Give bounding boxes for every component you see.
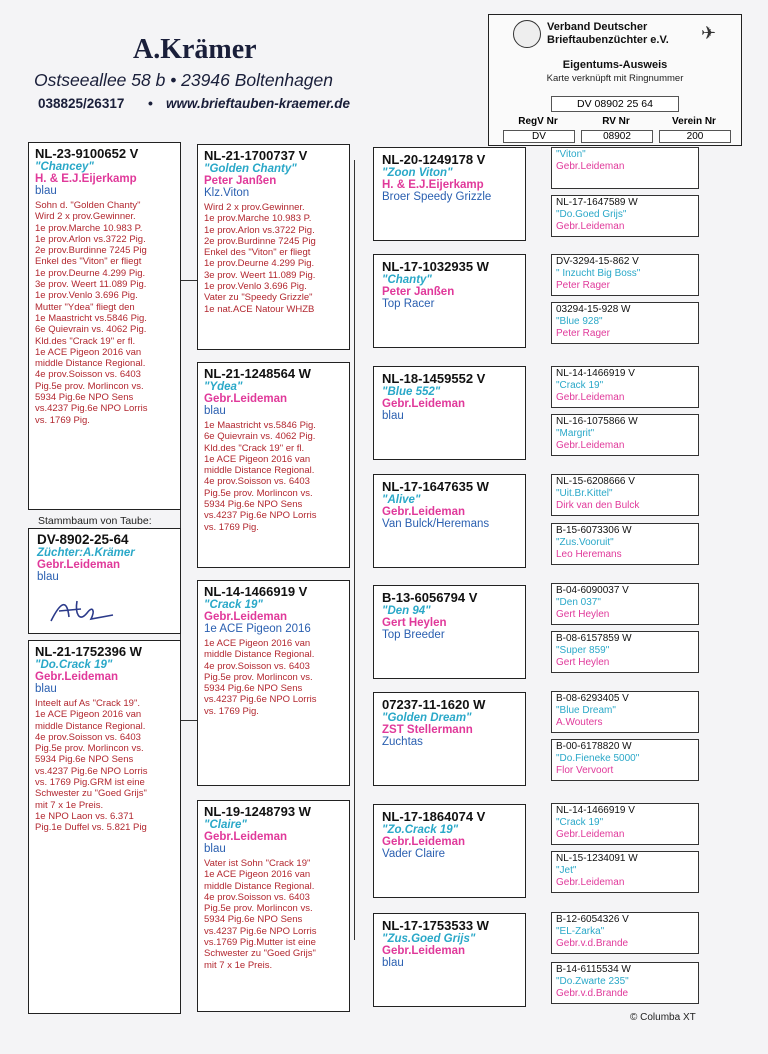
gen4-breeder: Gebr.Leideman <box>556 877 625 888</box>
cert-col1-label: RegV Nr <box>518 116 558 127</box>
gen3-ring: NL-18-1459552 V <box>382 371 486 386</box>
gen3-name: "Chanty" <box>382 274 432 286</box>
gen4-name: "Crack 19" <box>556 380 604 391</box>
gen2-card <box>197 362 350 568</box>
gen3-color: Zuchtas <box>382 736 423 748</box>
gen3-ring: NL-17-1864074 V <box>382 809 486 824</box>
gen3-breeder: Peter Janßen <box>382 286 455 298</box>
gen3-card <box>373 254 526 348</box>
gen4-name: "Do.Zwarte 235" <box>556 976 629 987</box>
gen4-card <box>551 523 699 565</box>
gen4-ring: B-14-6115534 W <box>556 964 631 975</box>
ownership-certificate <box>488 14 742 146</box>
gen4-ring: 03294-15-928 W <box>556 304 631 315</box>
subject-card <box>28 528 181 634</box>
gen4-ring: NL-15-1234091 W <box>556 853 638 864</box>
gen4-name: "Blue Dream" <box>556 705 616 716</box>
gen4-name: "Margrit" <box>556 428 595 439</box>
gen2-notes: Wird 2 x prov.Gewinner. 1e prov.Marche 10.983 P. 1e prov.Arlon vs.3722 Pig. 2e prov.Burdinne 7245 Pig Enkel des "Viton" er fliegt 1e prov.Deurne 4.299 Pig. 3e prov. Weert 11.089 Pig. 1e prov.Venlo 3.696 Pig. Vater zu "Speedy Grizzle" 1e nat.ACE Natour WHZB <box>204 202 316 315</box>
gen2-name: "Claire" <box>204 819 247 831</box>
gen4-breeder: Peter Rager <box>556 280 610 291</box>
gen4-card <box>551 912 699 954</box>
dam-card <box>28 640 181 1014</box>
gen2-name: "Ydea" <box>204 381 243 393</box>
gen2-name: "Golden Chanty" <box>204 163 297 175</box>
gen4-breeder: Gebr.v.d.Brande <box>556 938 629 949</box>
gen4-card <box>551 962 699 1004</box>
gen3-ring: 07237-11-1620 W <box>382 697 486 712</box>
cert-col2-value: 08902 <box>581 130 653 143</box>
gen2-color: Klz.Viton <box>204 187 250 199</box>
gen4-card <box>551 366 699 408</box>
gen4-name: "Zus.Vooruit" <box>556 537 614 548</box>
dam-breeder: Gebr.Leideman <box>35 671 119 683</box>
cert-col2-label: RV Nr <box>602 116 630 127</box>
gen3-card <box>373 147 526 241</box>
gen2-card <box>197 144 350 350</box>
gen3-color: Broer Speedy Grizzle <box>382 191 492 203</box>
gen4-ring: NL-14-1466919 V <box>556 368 635 379</box>
gen3-name: "Zus.Goed Grijs" <box>382 933 476 945</box>
gen4-ring: B-08-6157859 W <box>556 633 632 644</box>
gen3-name: "Zoon Viton" <box>382 167 453 179</box>
gen4-breeder: Peter Rager <box>556 328 610 339</box>
gen4-name: "Viton" <box>556 149 586 160</box>
gen3-breeder: Gebr.Leideman <box>382 506 466 518</box>
gen4-ring: B-00-6178820 W <box>556 741 632 752</box>
gen4-ring: DV-3294-15-862 V <box>556 256 639 267</box>
gen4-card <box>551 254 699 296</box>
gen4-breeder: Gebr.v.d.Brande <box>556 988 629 999</box>
gen3-color: Vader Claire <box>382 848 446 860</box>
breeder-phone: 038825/26317 <box>38 96 125 111</box>
cert-ring-box: DV 08902 25 64 <box>551 96 679 112</box>
gen4-card <box>551 583 699 625</box>
gen3-breeder: Gebr.Leideman <box>382 836 466 848</box>
cert-col3-value: 200 <box>659 130 731 143</box>
gen4-card <box>551 302 699 344</box>
connector-line <box>354 160 355 940</box>
gen2-breeder: Gebr.Leideman <box>204 611 288 623</box>
gen3-ring: NL-20-1249178 V <box>382 152 486 167</box>
gen4-card <box>551 474 699 516</box>
dove-icon: ✈ <box>701 23 717 43</box>
cert-title: Eigentums-Ausweis <box>562 59 668 71</box>
subject-color: blau <box>37 571 59 583</box>
gen4-breeder: A.Wouters <box>556 717 603 728</box>
vdb-logo <box>513 20 541 48</box>
gen2-name: "Crack 19" <box>204 599 263 611</box>
subject-ring: DV-8902-25-64 <box>37 532 129 547</box>
cert-org-line2: Brieftaubenzüchter e.V. <box>547 34 669 46</box>
gen3-breeder: ZST Stellermann <box>382 724 473 736</box>
cert-col1-value: DV <box>503 130 575 143</box>
gen4-name: "Blue 928" <box>556 316 603 327</box>
subject-owner: Gebr.Leideman <box>37 559 121 571</box>
gen4-ring: NL-17-1647589 W <box>556 197 638 208</box>
gen2-color: blau <box>204 843 226 855</box>
gen3-ring: B-13-6056794 V <box>382 590 478 605</box>
gen2-breeder: Gebr.Leideman <box>204 393 288 405</box>
breeder-website: www.brieftauben-kraemer.de <box>166 96 351 111</box>
gen4-breeder: Gebr.Leideman <box>556 161 625 172</box>
gen4-breeder: Dirk van den Bulck <box>556 500 640 511</box>
gen4-ring: B-12-6054326 V <box>556 914 629 925</box>
gen3-card <box>373 804 526 898</box>
gen4-name: "Den 037" <box>556 597 601 608</box>
gen4-name: "EL-Zarka" <box>556 926 605 937</box>
gen3-card <box>373 474 526 568</box>
cert-col3-label: Verein Nr <box>672 116 716 127</box>
gen4-name: "Crack 19" <box>556 817 604 828</box>
gen3-ring: NL-17-1647635 W <box>382 479 489 494</box>
gen4-name: "Jet" <box>556 865 577 876</box>
gen3-name: "Alive" <box>382 494 421 506</box>
sire-color: blau <box>35 185 57 197</box>
dam-color: blau <box>35 683 57 695</box>
header-bullet: • <box>148 95 153 111</box>
gen4-name: " Inzucht Big Boss" <box>556 268 641 279</box>
gen4-name: "Do.Goed Grijs" <box>556 209 627 220</box>
connector-line <box>180 280 197 281</box>
gen3-name: "Blue 552" <box>382 386 441 398</box>
gen4-breeder: Leo Heremans <box>556 549 622 560</box>
gen4-breeder: Gebr.Leideman <box>556 221 625 232</box>
gen3-card <box>373 366 526 460</box>
gen4-ring: B-04-6090037 V <box>556 585 629 596</box>
gen2-ring: NL-14-1466919 V <box>204 584 308 599</box>
gen3-breeder: Gert Heylen <box>382 617 447 629</box>
gen4-breeder: Gert Heylen <box>556 609 610 620</box>
gen2-ring: NL-21-1248564 W <box>204 366 311 381</box>
gen4-card <box>551 195 699 237</box>
gen3-color: blau <box>382 410 404 422</box>
gen2-notes: 1e ACE Pigeon 2016 van middle Distance Regional. 4e prov.Soisson vs. 6403 Pig.5e prov. Morlincon vs. 5934 Pig.6e NPO Sens vs.4237 Pig.6e NPO Lorris vs. 1769 Pig. <box>204 638 317 717</box>
gen3-name: "Golden Dream" <box>382 712 472 724</box>
gen3-color: blau <box>382 957 404 969</box>
gen4-breeder: Gebr.Leideman <box>556 392 625 403</box>
cert-org-line1: Verband Deutscher <box>547 21 648 33</box>
gen4-card <box>551 739 699 781</box>
cert-subtitle: Karte verknüpft mit Ringnummer <box>546 73 684 84</box>
gen2-color: 1e ACE Pigeon 2016 <box>204 623 311 635</box>
gen3-card <box>373 692 526 786</box>
sire-ring: NL-23-9100652 V <box>35 146 139 161</box>
gen2-breeder: Gebr.Leideman <box>204 831 288 843</box>
gen4-ring: NL-15-6208666 V <box>556 476 635 487</box>
gen2-ring: NL-21-1700737 V <box>204 148 308 163</box>
gen4-breeder: Gebr.Leideman <box>556 440 625 451</box>
gen4-name: "Uit.Br.Kittel" <box>556 488 613 499</box>
gen4-ring: NL-16-1075866 W <box>556 416 638 427</box>
subject-label: Stammbaum von Taube: <box>38 515 152 527</box>
sire-breeder: H. & E.J.Eijerkamp <box>35 173 137 185</box>
connector-line <box>180 720 197 721</box>
gen3-breeder: Gebr.Leideman <box>382 398 466 410</box>
gen4-card <box>551 414 699 456</box>
gen2-notes: Vater ist Sohn "Crack 19" 1e ACE Pigeon 2016 van middle Distance Regional. 4e prov.Soisson vs. 6403 Pig.5e prov. Morlincon vs. 5934 Pig.6e NPO Sens vs.4237 Pig.6e NPO Lorris vs.1769 Pig.Mutter ist eine Schwester zu "Goed Grijs" mit 7 x 1e Preis. <box>204 858 317 971</box>
gen4-ring: B-08-6293405 V <box>556 693 629 704</box>
dam-name: "Do.Crack 19" <box>35 659 113 671</box>
gen4-card <box>551 803 699 845</box>
breeder-name: A.Krämer <box>133 34 257 65</box>
gen3-ring: NL-17-1753533 W <box>382 918 489 933</box>
sire-card <box>28 142 181 510</box>
sire-notes: Sohn d. "Golden Chanty" Wird 2 x prov.Gewinner. 1e prov.Marche 10.983 P. 1e prov.Arlon vs.3722 Pig. 2e prov.Burdinne 7245 Pig Enkel des "Viton" er fliegt 1e prov.Deurne 4.299 Pig. 3e prov. Weert 11.089 Pig. 1e prov.Venlo 3.696 Pig. Mutter "Ydea" fliegt den 1e Maastricht vs.5846 Pig. 6e Quievrain vs. 4062 Pig. Kld.des "Crack 19" er fl. 1e ACE Pigeon 2016 van middle Distance Regional. 4e prov.Soisson vs. 6403 Pig.5e prov. Morlincon vs. 5934 Pig.6e NPO Sens vs.4237 Pig.6e NPO Lorris vs. 1769 Pig. <box>35 200 148 426</box>
gen4-breeder: Gebr.Leideman <box>556 829 625 840</box>
gen4-ring: B-15-6073306 W <box>556 525 632 536</box>
gen3-ring: NL-17-1032935 W <box>382 259 489 274</box>
gen2-breeder: Peter Janßen <box>204 175 277 187</box>
copyright: © Columba XT <box>630 1012 696 1023</box>
gen4-ring: NL-14-1466919 V <box>556 805 635 816</box>
subject-breeder-line: Züchter:A.Krämer <box>37 547 135 559</box>
gen4-breeder: Gert Heylen <box>556 657 610 668</box>
sire-name: "Chancey" <box>35 161 94 173</box>
gen4-name: "Do.Fieneke 5000" <box>556 753 640 764</box>
gen3-name: "Zo.Crack 19" <box>382 824 459 836</box>
gen3-card <box>373 913 526 1007</box>
gen2-ring: NL-19-1248793 W <box>204 804 311 819</box>
gen4-card <box>551 851 699 893</box>
gen3-breeder: Gebr.Leideman <box>382 945 466 957</box>
gen3-color: Van Bulck/Heremans <box>382 518 490 530</box>
gen3-card <box>373 585 526 679</box>
gen2-card <box>197 800 350 1012</box>
dam-ring: NL-21-1752396 W <box>35 644 142 659</box>
gen4-name: "Super 859" <box>556 645 610 656</box>
gen2-color: blau <box>204 405 226 417</box>
gen2-notes: 1e Maastricht vs.5846 Pig. 6e Quievrain vs. 4062 Pig. Kld.des "Crack 19" er fl. 1e ACE Pigeon 2016 van middle Distance Regional. 4e prov.Soisson vs. 6403 Pig.5e prov. Morlincon vs. 5934 Pig.6e NPO Sens vs.4237 Pig.6e NPO Lorris vs. 1769 Pig. <box>204 420 317 533</box>
gen3-color: Top Breeder <box>382 629 445 641</box>
gen2-card <box>197 580 350 786</box>
breeder-address: Ostseeallee 58 b • 23946 Boltenhagen <box>34 70 333 90</box>
gen4-breeder: Flor Vervoort <box>556 765 614 776</box>
gen4-card <box>551 631 699 673</box>
gen4-card <box>551 691 699 733</box>
gen4-card <box>551 147 699 189</box>
gen3-color: Top Racer <box>382 298 435 310</box>
dam-notes: Inteelt auf As "Crack 19". 1e ACE Pigeon 2016 van middle Distance Regional. 4e prov.Soisson vs. 6403 Pig.5e prov. Morlincon vs. 5934 Pig.6e NPO Sens vs.4237 Pig.6e NPO Lorris vs. 1769 Pig.GRM ist eine Schwester zu "Goed Grijs" mit 7 x 1e Preis. 1e NPO Laon vs. 6.371 Pig.1e Duffel vs. 5.821 Pig <box>35 698 148 834</box>
signature-icon <box>47 597 117 627</box>
gen3-name: "Den 94" <box>382 605 431 617</box>
gen3-breeder: H. & E.J.Eijerkamp <box>382 179 484 191</box>
